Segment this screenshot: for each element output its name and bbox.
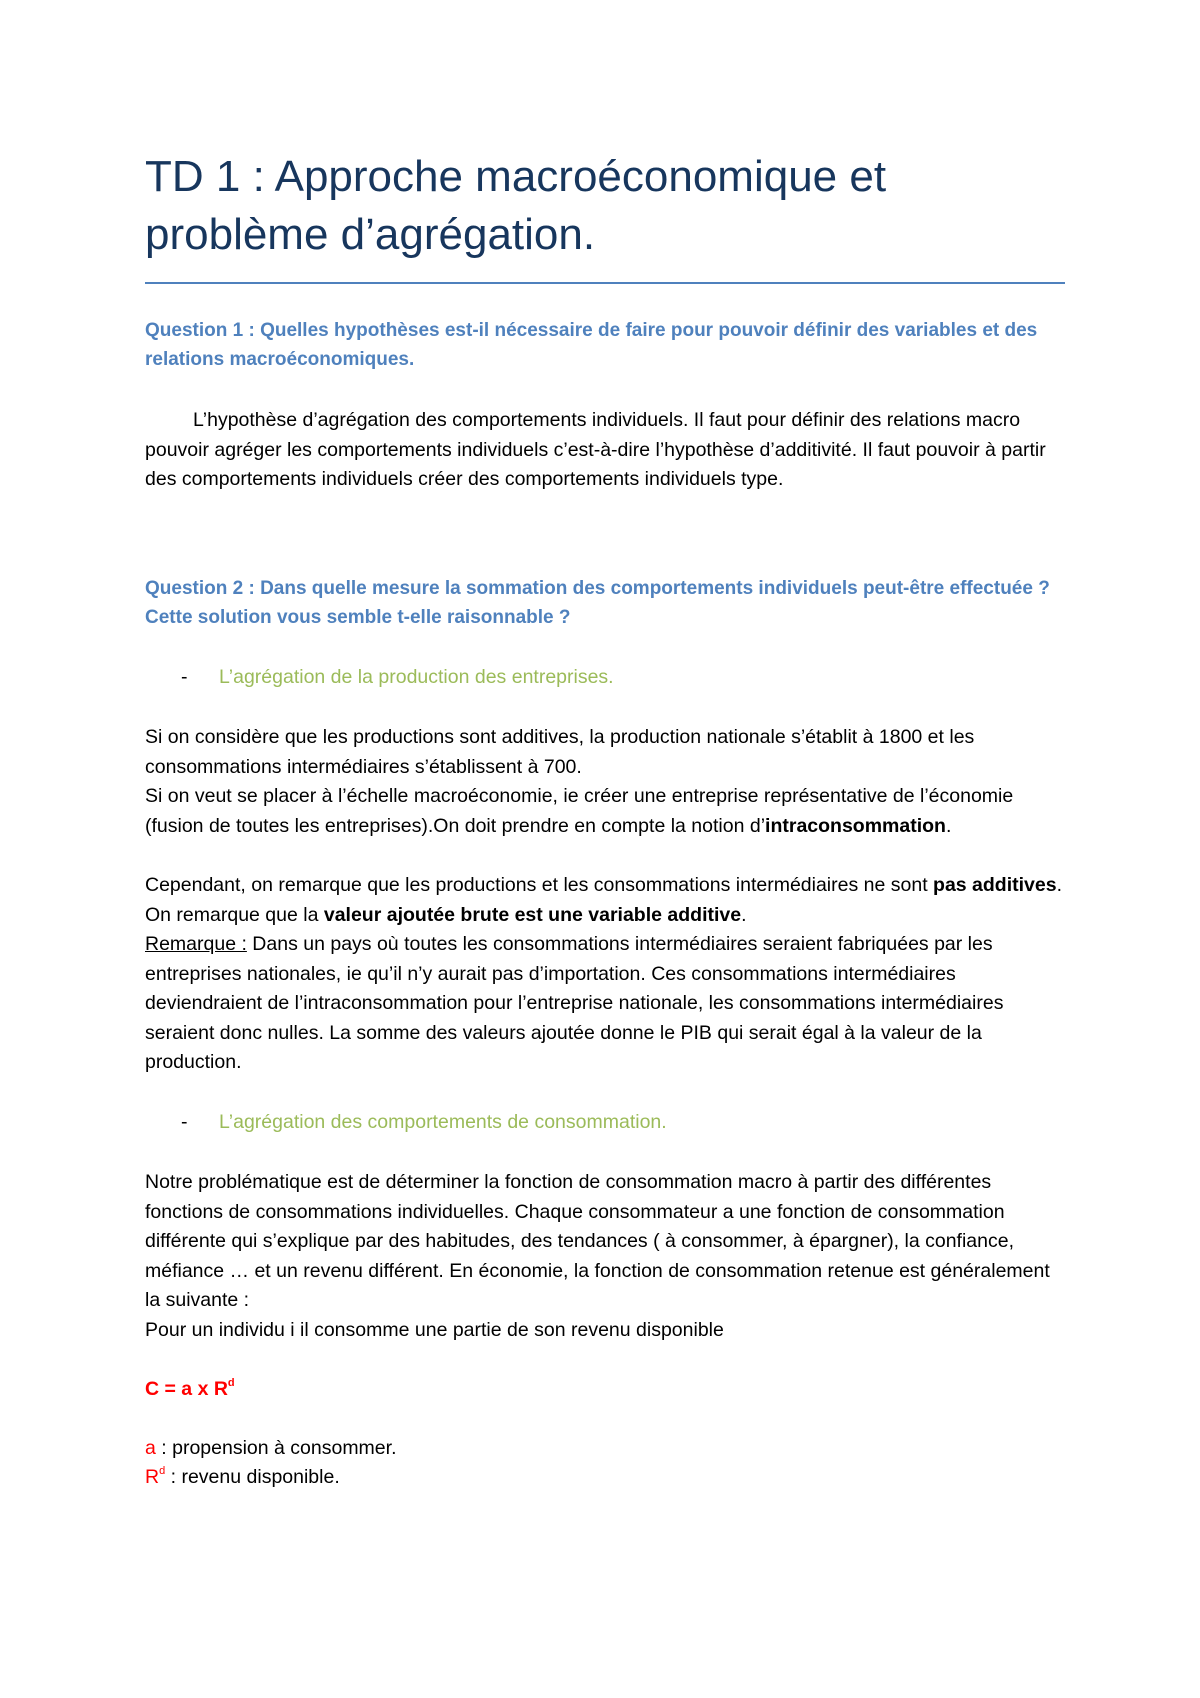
paragraph-additives: Si on considère que les productions sont additives, la production nationale s’établit à 1800 et les consommations intermédiaires s’établissent à 700.	[145, 726, 975, 778]
paragraph-remarque	[145, 930, 1065, 1078]
definition-rd	[145, 1463, 1065, 1493]
question-1: Question 1 : Quelles hypothèses est-il nécessaire de faire pour pouvoir définir des variables et des relations macroéconomiques.	[145, 320, 1038, 370]
consumption-formula	[145, 1375, 1065, 1405]
definition-a	[145, 1434, 1065, 1464]
definition-a-symbol: a	[145, 1437, 156, 1459]
bullet-consommation	[181, 1108, 1041, 1137]
paragraph-macro	[145, 782, 1065, 841]
remarque-text: Dans un pays où toutes les consommations intermédiaires seraient fabriquées par les entreprises nationales, ie qu’il n’y aurait pas d’importation. Ces consommations intermédiaires deviendraient de l’intraconsommation pour l’entreprise nationale, les consommations intermédiaires seraient donc nulles. La somme des valeurs ajoutée donne le PIB qui serait égal à la valeur de la production.	[145, 933, 1004, 1073]
paragraph-cependant	[145, 871, 1065, 930]
paragraph-macro-end: .	[945, 814, 952, 837]
bullet-dash: -	[181, 1111, 188, 1133]
definition-rd-superscript: d	[159, 1465, 166, 1477]
definition-rd-text: : revenu disponible.	[165, 1466, 340, 1488]
document-title: TD 1 : Approche macroéconomique et problème d’agrégation.	[145, 152, 887, 259]
bullet-dash: -	[181, 666, 188, 688]
pas-additives-term: pas additives	[933, 874, 1057, 896]
title-underline	[145, 282, 1065, 284]
cependant-end: .	[741, 903, 747, 926]
paragraph-problematique: Notre problématique est de déterminer la fonction de consommation macro à partir des différentes fonctions de consommations individuelles. Chaque consommateur a une fonction de consommation différente qui s’explique par des habitudes, des tendances ( à consommer, à épargner), la confiance, méfiance … et un revenu différent. En économie, la fonction de consommation retenue est généralement la suivante :	[145, 1171, 1050, 1311]
definition-rd-symbol: R	[145, 1466, 160, 1488]
formula-text: C = a x R	[145, 1378, 228, 1400]
cependant-text: Cependant, on remarque que les productions et les consommations intermédiaires ne sont	[145, 874, 934, 896]
valeur-ajoutee-term: valeur ajoutée brute est une variable additive	[323, 903, 742, 926]
paragraph-macro-text: Si on veut se placer à l’échelle macroéconomie, ie créer une entreprise représentative de l’économie (fusion de toutes les entreprises).On doit prendre en compte la notion d’	[145, 785, 1014, 837]
cependant-middle: . On remarque que la	[145, 874, 1063, 926]
formula-superscript: d	[227, 1377, 235, 1389]
intraconsommation-term: intraconsommation	[765, 814, 946, 837]
bullet-production-text: L’agrégation de la production des entreprises.	[219, 666, 614, 688]
question-2: Question 2 : Dans quelle mesure la sommation des comportements individuels peut-être effectuée ? Cette solution vous semble t-elle raisonnable ?	[145, 578, 1050, 628]
bullet-consommation-text: L’agrégation des comportements de consommation.	[219, 1111, 667, 1133]
bullet-production	[181, 663, 1041, 692]
paragraph-individu: Pour un individu i il consomme une partie de son revenu disponible	[145, 1319, 724, 1341]
answer-1: L’hypothèse d’agrégation des comportements individuels. Il faut pour définir des relations macro pouvoir agréger les comportements individuels c’est-à-dire l’hypothèse d’additivité. Il faut pouvoir à partir des comportements individuels créer des comportements individuels type.	[145, 409, 1046, 490]
definition-a-text: : propension à consommer.	[155, 1437, 397, 1459]
remarque-label: Remarque :	[145, 933, 247, 955]
